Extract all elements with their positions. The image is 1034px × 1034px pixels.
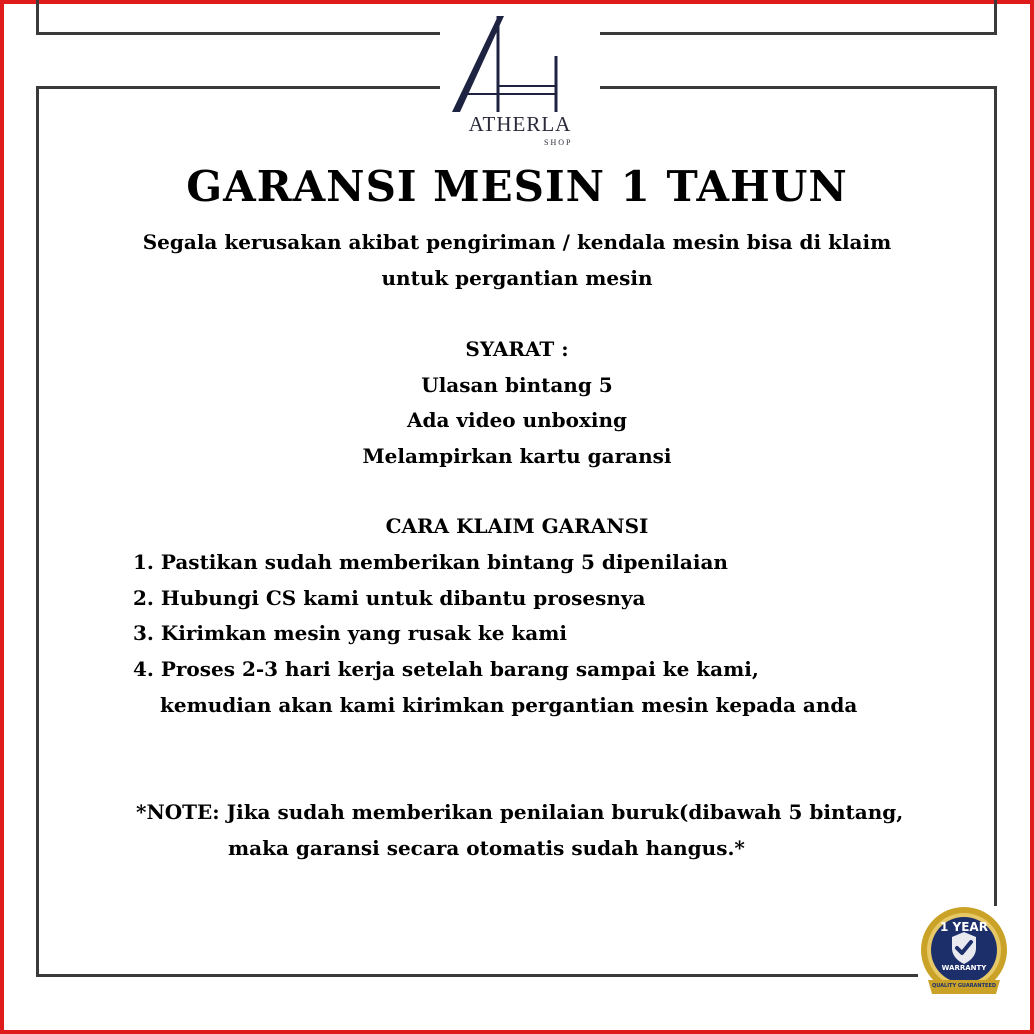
badge-top-text: 1 YEAR	[940, 920, 988, 934]
frame-box-bottom	[36, 974, 918, 977]
klaim-step: 3. Kirimkan mesin yang rusak ke kami	[133, 621, 567, 645]
note-line-1: *NOTE: Jika sudah memberikan penilaian buruk(dibawah 5 bintang,	[136, 800, 904, 824]
logo-brand-name: ATHERLA	[468, 112, 572, 136]
frame-top-line-right	[600, 32, 997, 35]
syarat-item: Melampirkan kartu garansi	[362, 444, 672, 468]
klaim-step: 2. Hubungi CS kami untuk dibantu prosesnya	[133, 586, 646, 610]
intro-line-2: untuk pergantian mesin	[381, 266, 653, 290]
klaim-step: 4. Proses 2-3 hari kerja setelah barang sampai ke kami,	[133, 657, 759, 681]
frame-top-line-left	[36, 32, 440, 35]
frame-box-top-left	[36, 86, 440, 89]
logo-sub-label: SHOP	[544, 138, 573, 147]
warranty-badge	[918, 906, 1010, 998]
note-line-2: maka garansi secara otomatis sudah hangus.*	[228, 836, 745, 860]
frame-top-left-edge	[36, 0, 39, 35]
klaim-step: 1. Pastikan sudah memberikan bintang 5 dipenilaian	[133, 550, 728, 574]
brand-logo	[440, 12, 600, 148]
badge-middle-text: WARRANTY	[941, 964, 987, 972]
frame-top-right-edge	[994, 0, 997, 35]
syarat-item: Ada video unboxing	[406, 408, 628, 432]
klaim-heading: CARA KLAIM GARANSI	[385, 514, 649, 538]
intro-line-1: Segala kerusakan akibat pengiriman / kendala mesin bisa di klaim	[142, 230, 892, 254]
frame-box-top-right	[600, 86, 997, 89]
klaim-step-continued: kemudian akan kami kirimkan pergantian mesin kepada anda	[160, 693, 858, 717]
page-title: GARANSI MESIN 1 TAHUN	[186, 162, 848, 211]
syarat-heading: SYARAT :	[465, 337, 569, 361]
logo-monogram-icon	[440, 12, 600, 116]
badge-ribbon-text: QUALITY GUARANTEED	[931, 983, 997, 989]
syarat-item: Ulasan bintang 5	[421, 373, 613, 397]
